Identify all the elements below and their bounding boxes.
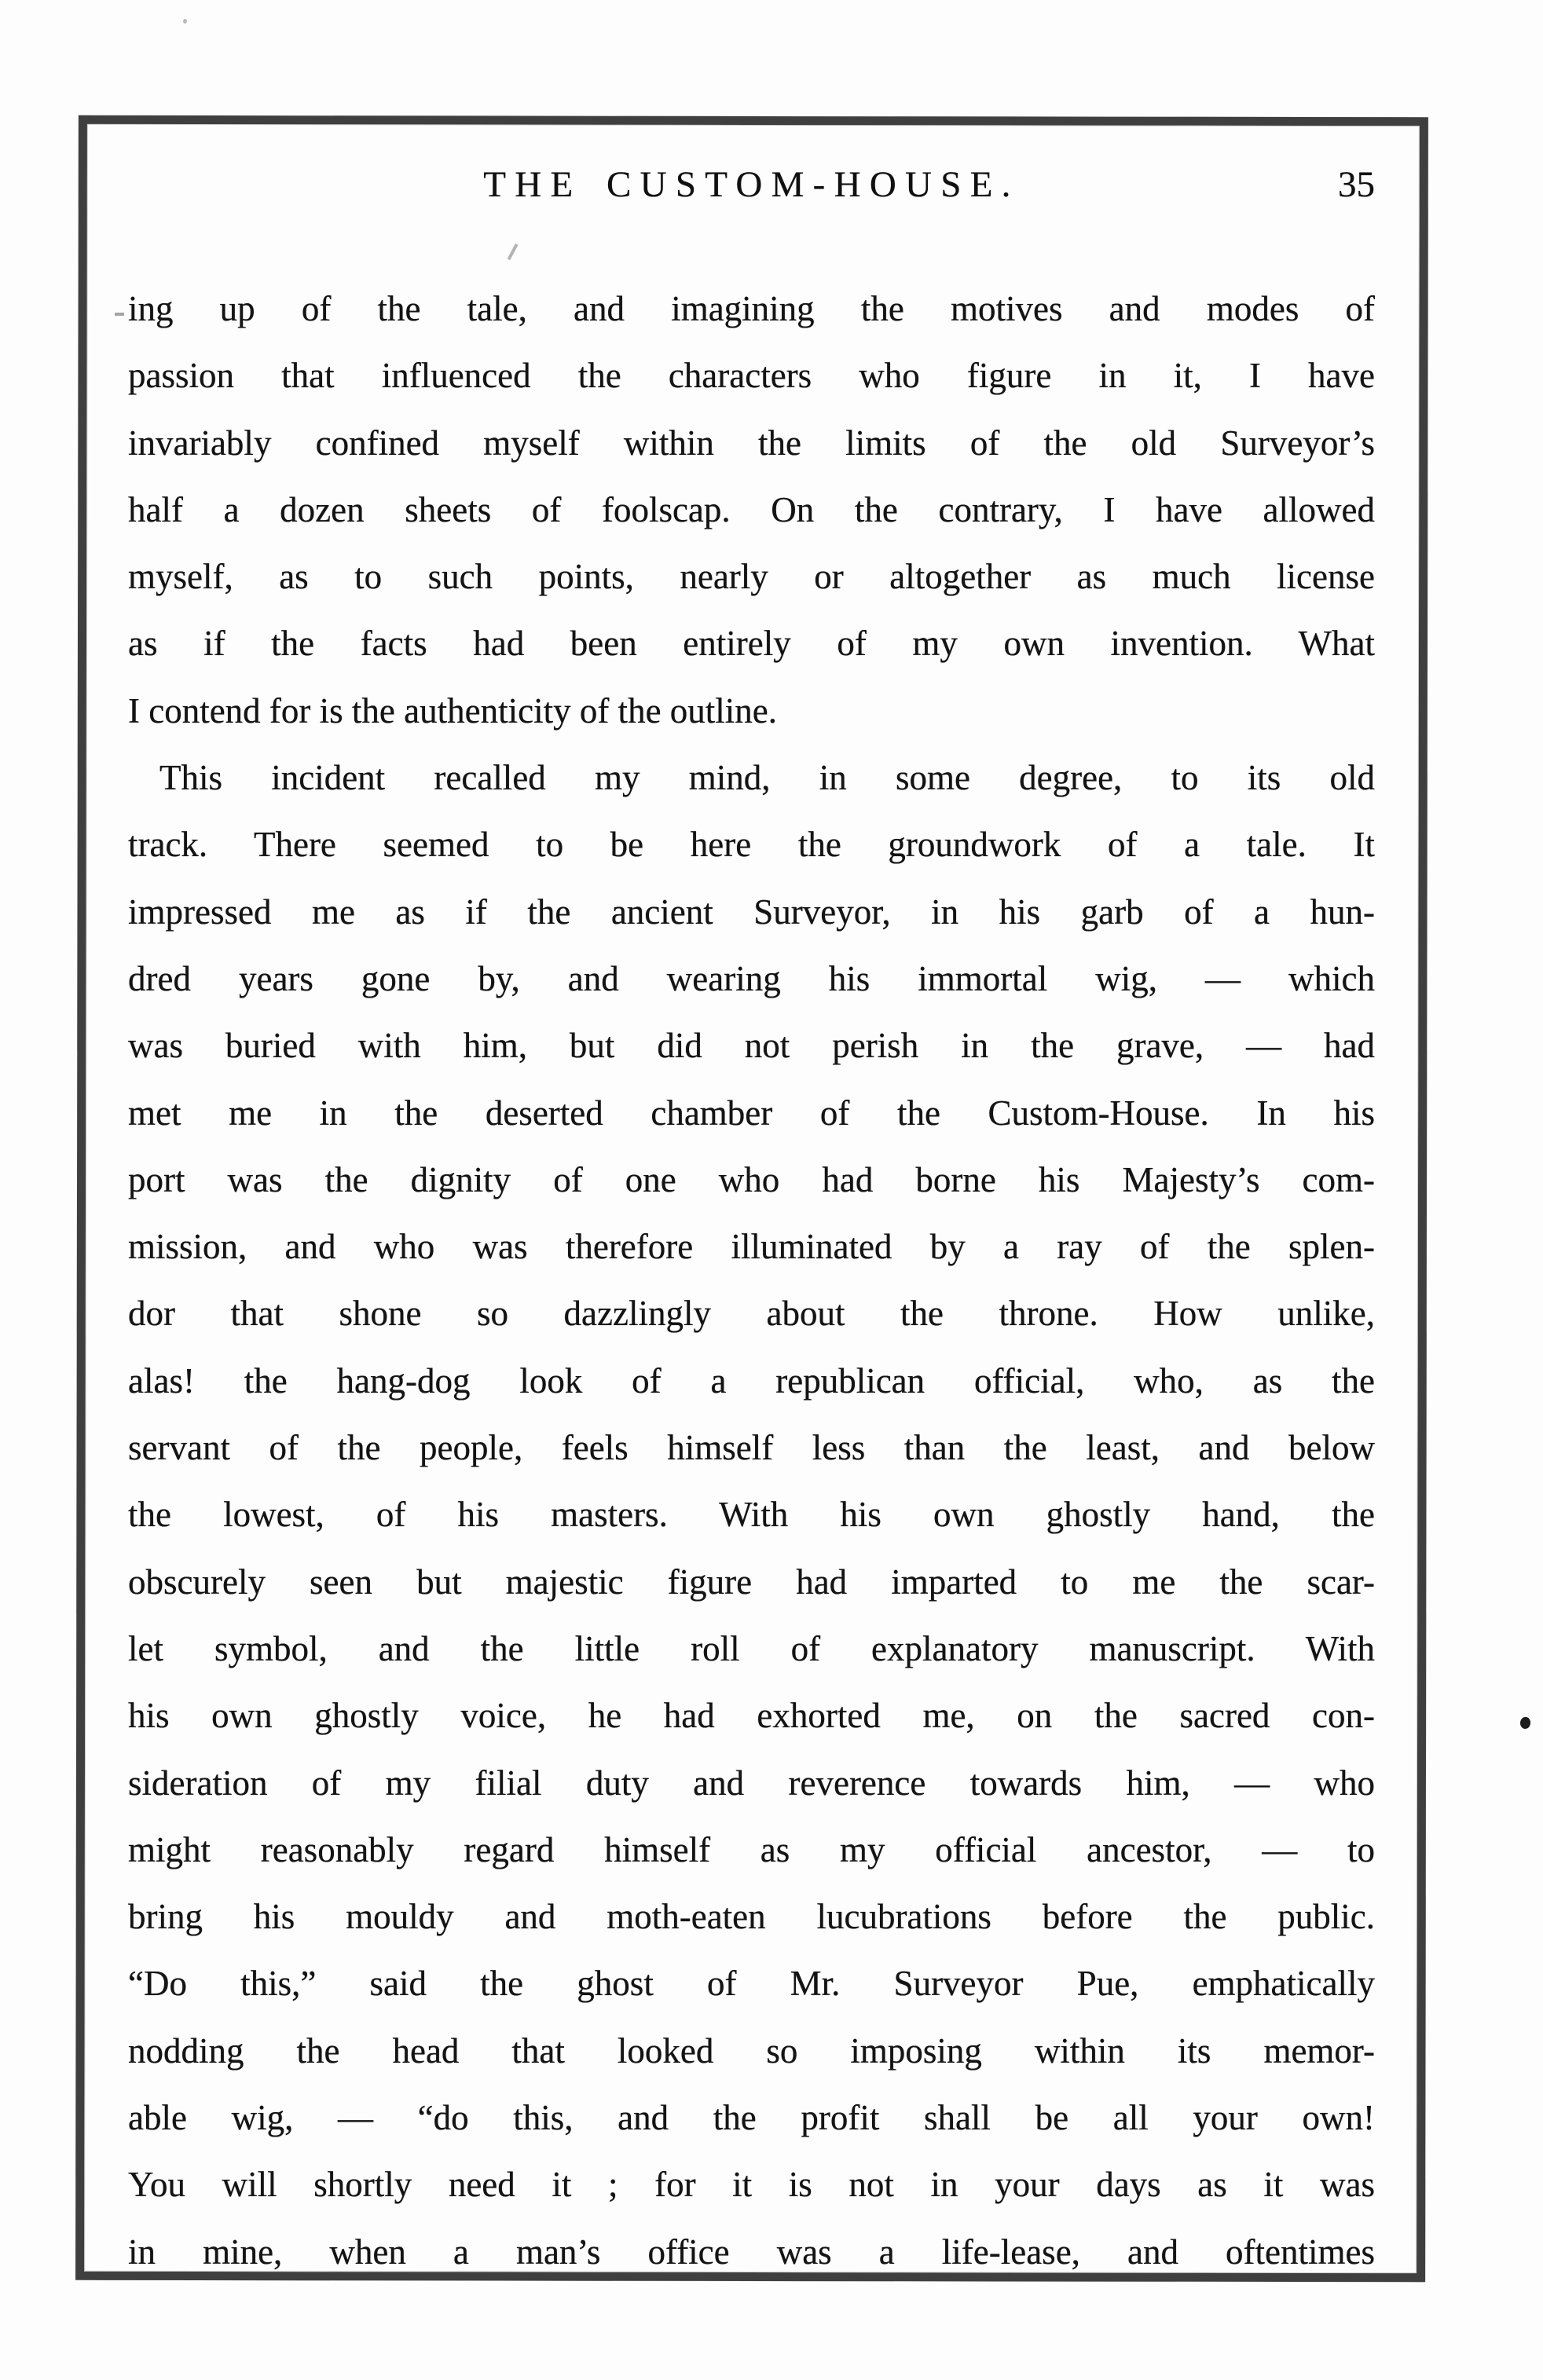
text-line: passion that influenced the characters who figure in it, I have [128, 356, 1375, 396]
page-title: THE CUSTOM-HOUSE. [483, 164, 1020, 205]
text-line: alas! the hang-dog look of a republican official, who, as the [128, 1360, 1375, 1401]
scan-lead-dash [115, 313, 124, 316]
text-line: might reasonably regard himself as my official ancestor, — to [128, 1829, 1375, 1869]
text-line: mission, and who was therefore illuminated by a ray of the splen- [128, 1227, 1375, 1267]
text-line: This incident recalled my mind, in some degree, to its old [159, 758, 1375, 798]
text-line: bring his mouldy and moth-eaten lucubrations before the public. [128, 1897, 1375, 1937]
text-line: track. There seemed to be here the groundwork of a tale. It [128, 825, 1375, 865]
text-line: let symbol, and the little roll of explanatory manuscript. With [128, 1628, 1375, 1668]
text-line: dred years gone by, and wearing his immortal wig, — which [128, 958, 1375, 998]
text-line: was buried with him, but did not perish in the grave, — had [128, 1026, 1375, 1066]
text-line: dor that shone so dazzlingly about the throne. How unlike, [128, 1294, 1375, 1334]
text-line: his own ghostly voice, he had exhorted me, on the sacred con- [128, 1696, 1375, 1736]
text-line: You will shortly need it ; for it is not in your days as it was [128, 2165, 1375, 2205]
scan-ink-dot [1520, 1717, 1530, 1729]
text-line: as if the facts had been entirely of my own invention. What [128, 624, 1375, 664]
running-head [128, 163, 1375, 211]
text-line: obscurely seen but majestic figure had imparted to me the scar- [128, 1562, 1375, 1602]
text-line: servant of the people, feels himself less than the least, and below [128, 1428, 1375, 1468]
text-line: the lowest, of his masters. With his own ghostly hand, the [128, 1495, 1375, 1535]
text-line: met me in the deserted chamber of the Custom-House. In his [128, 1093, 1375, 1133]
scan-speck [183, 19, 187, 24]
text-line: “Do this,” said the ghost of Mr. Surveyor Pue, emphatically [128, 1964, 1375, 2004]
text-line: sideration of my filial duty and reverence towards him, — who [128, 1763, 1375, 1803]
text-line: able wig, — “do this, and the profit shall be all your own! [128, 2098, 1375, 2138]
page-number: 35 [1338, 164, 1375, 205]
text-line: port was the dignity of one who had borne his Majesty’s com- [128, 1159, 1375, 1199]
text-line: nodding the head that looked so imposing within its memor- [128, 2030, 1375, 2071]
text-line: myself, as to such points, nearly or altogether as much license [128, 557, 1375, 597]
text-line: I contend for is the authenticity of the outline. [128, 690, 778, 730]
text-line: ing up of the tale, and imagining the motives and modes of [128, 289, 1375, 328]
text-line: half a dozen sheets of foolscap. On the contrary, I have allowed [128, 489, 1375, 529]
text-line: impressed me as if the ancient Surveyor, in his garb of a hun- [128, 892, 1375, 932]
text-line: invariably confined myself within the limits of the old Surveyor’s [128, 423, 1375, 463]
body-text [128, 276, 1375, 2286]
text-line: in mine, when a man’s office was a life-lease, and oftentimes [128, 2232, 1375, 2272]
